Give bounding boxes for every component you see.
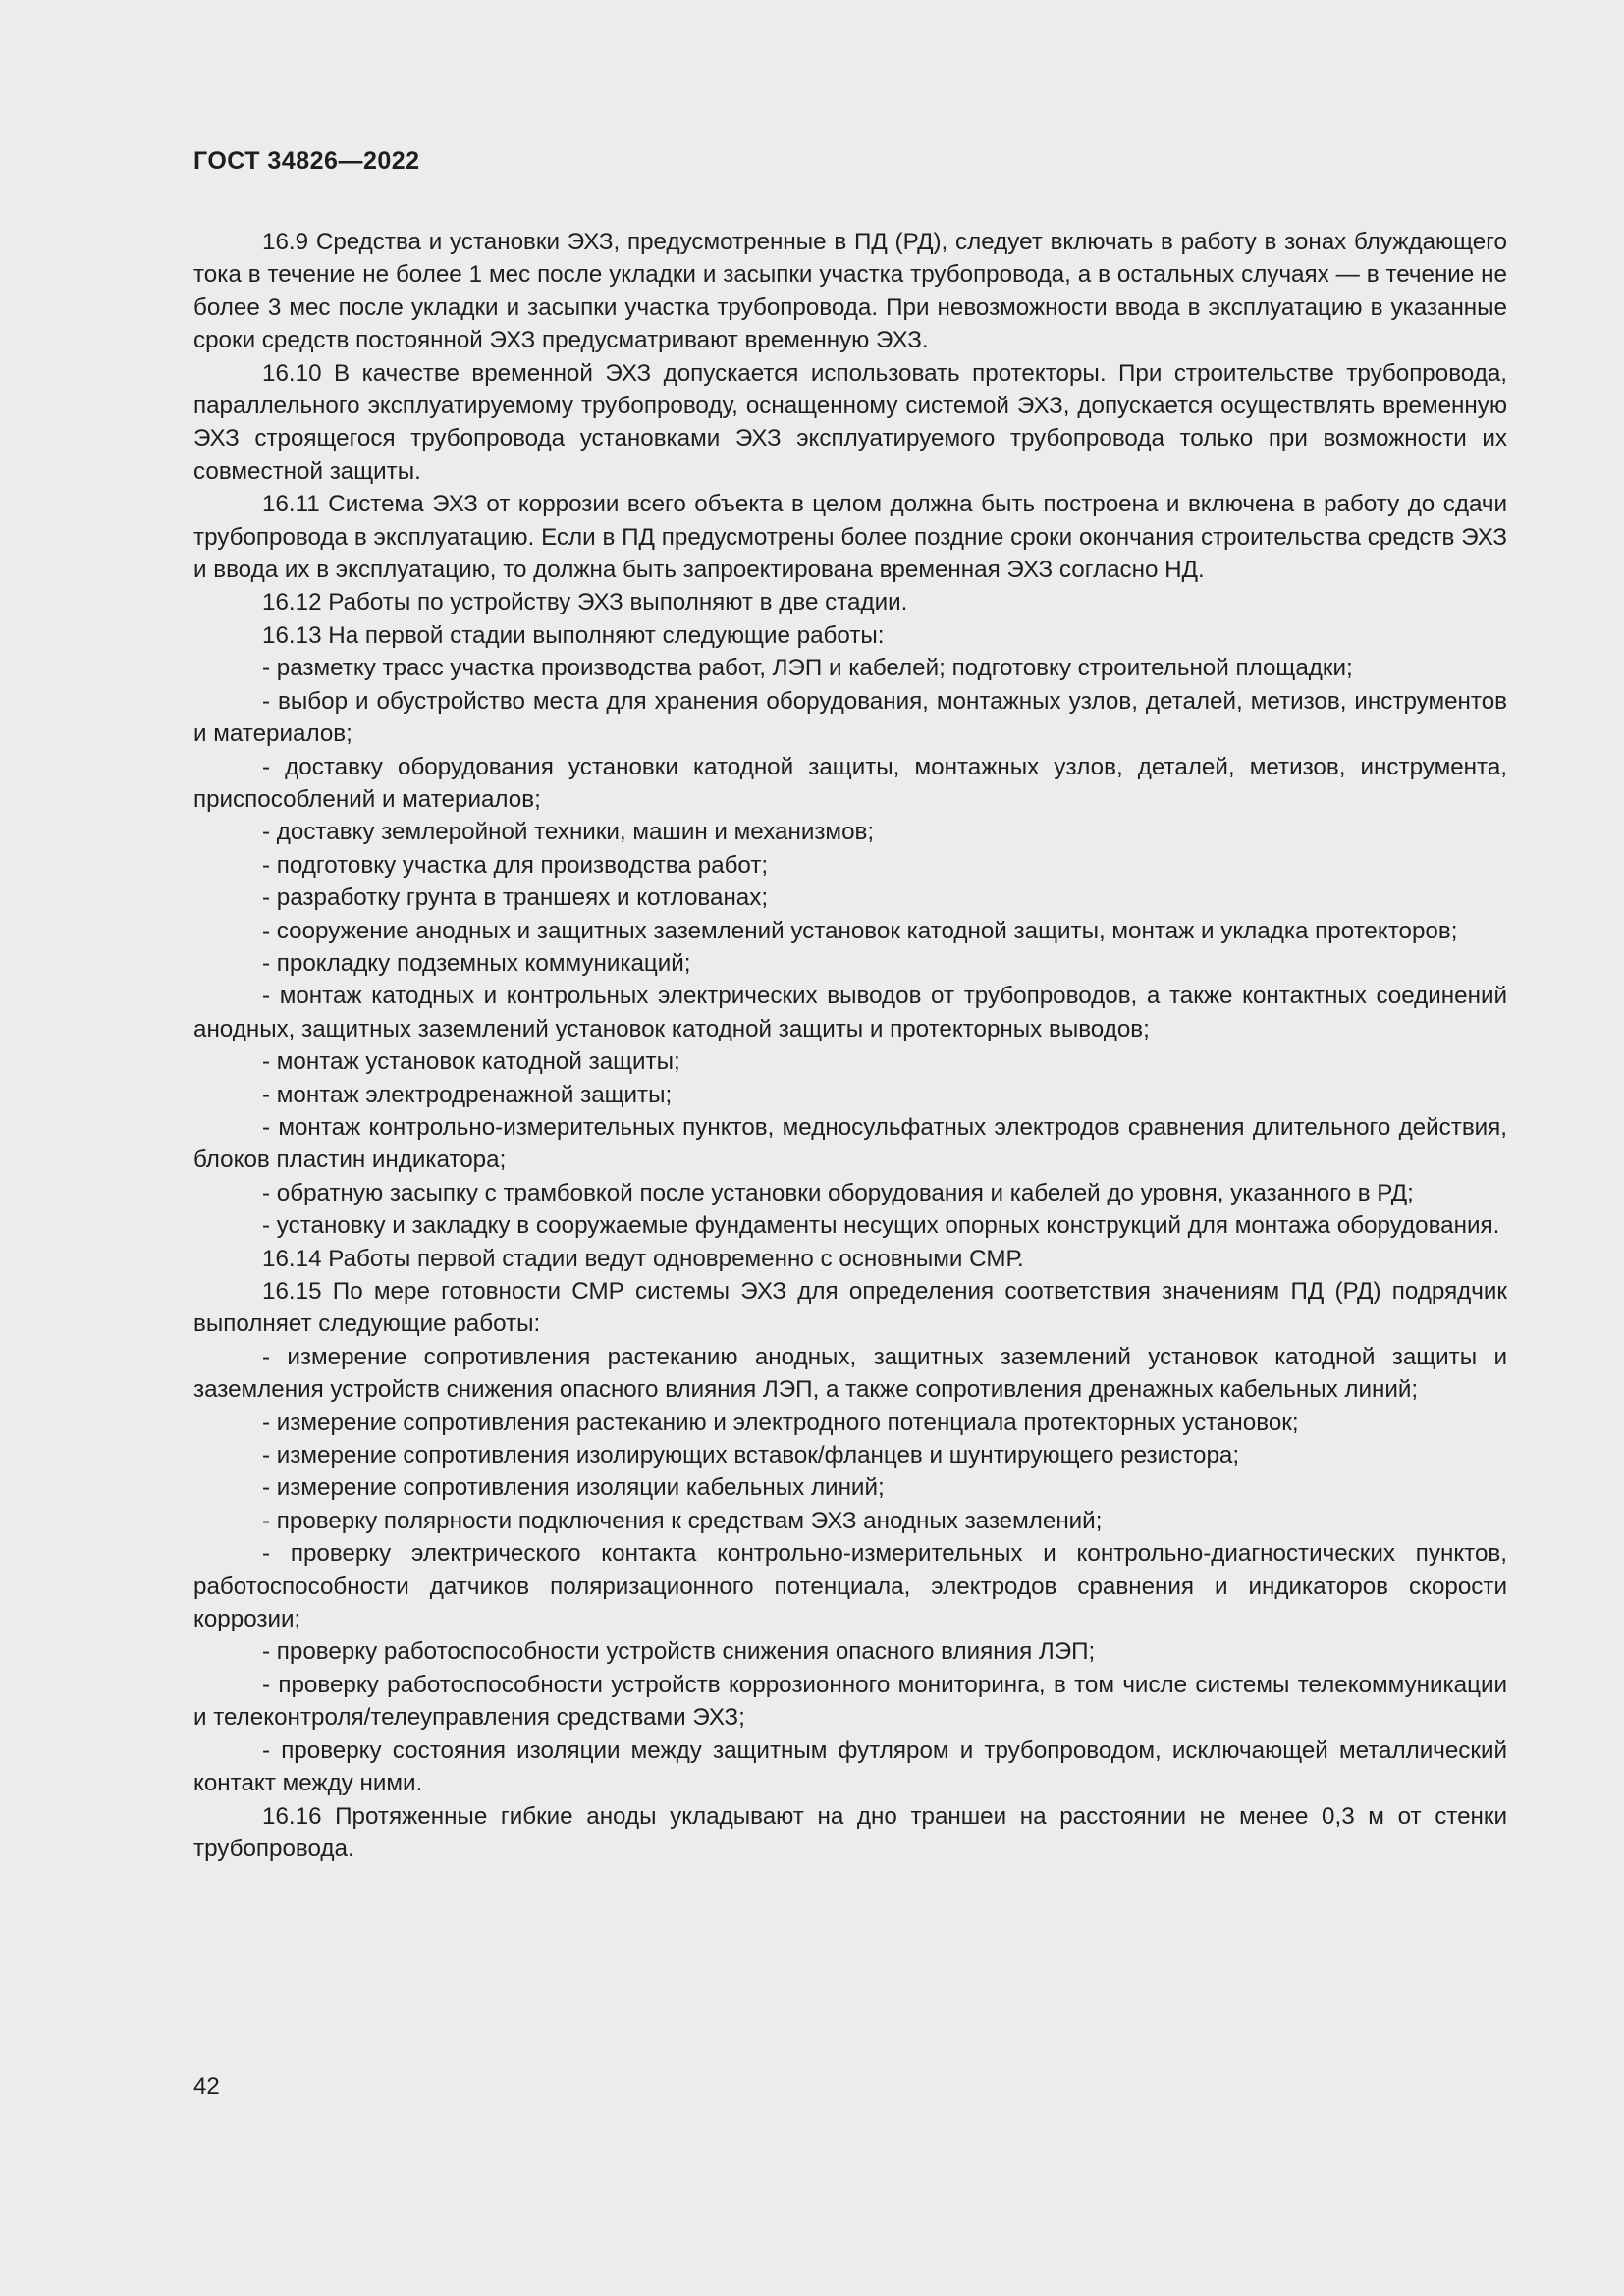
list-item: - измерение сопротивления изолирующих вставок/фланцев и шунтирующего резистора;	[262, 1442, 1240, 1469]
list-item: - прокладку подземных коммуникаций;	[262, 949, 691, 977]
paragraph-16-15: 16.15 По мере готовности СМР системы ЭХЗ для определения соответствия значениям ПД (РД) подрядчик выполняет следующие работы:	[193, 1278, 1507, 1338]
paragraph-16-10: 16.10 В качестве временной ЭХЗ допускается использовать протекторы. При строительстве трубопровода, параллельного эксплуатируемому трубопроводу, оснащенному системой ЭХЗ, допускается осуществлять временную ЭХЗ строящегося трубопровода установками ЭХЗ эксплуатируемого трубопровода только при возможности их совместной защиты.	[193, 359, 1507, 485]
list-item: - проверку работоспособности устройств коррозионного мониторинга, в том числе системы телекоммуникации и телеконтроля/телеуправления средствами ЭХЗ;	[193, 1671, 1507, 1732]
paragraph-16-9: 16.9 Средства и установки ЭХЗ, предусмотренные в ПД (РД), следует включать в работу в зонах блуждающего тока в течение не более 1 мес после укладки и засыпки участка трубопровода, а в остальных случаях — в течение не более 3 мес после укладки и засыпки участка трубопровода. При невозможности ввода в эксплуатацию в указанные сроки средств постоянной ЭХЗ предусматривают временную ЭХЗ.	[193, 229, 1507, 354]
document-body	[193, 226, 1507, 1865]
page-number: 42	[193, 2073, 220, 2100]
list-item: - проверку полярности подключения к средствам ЭХЗ анодных заземлений;	[262, 1507, 1103, 1534]
paragraph-16-11: 16.11 Система ЭХЗ от коррозии всего объекта в целом должна быть построена и включена в работу до сдачи трубопровода в эксплуатацию. Если в ПД предусмотрены более поздние сроки окончания строительства средств ЭХЗ и ввода их в эксплуатацию, то должна быть запроектирована временная ЭХЗ согласно НД.	[193, 491, 1507, 584]
list-item: - проверку работоспособности устройств снижения опасного влияния ЛЭП;	[262, 1638, 1096, 1666]
list-item: - монтаж установок катодной защиты;	[262, 1048, 680, 1076]
list-item: - монтаж катодных и контрольных электрических выводов от трубопроводов, а также контактных соединений анодных, защитных заземлений установок катодной защиты и протекторных выводов;	[193, 983, 1507, 1042]
list-item: - монтаж контрольно-измерительных пунктов, медносульфатных электродов сравнения длительного действия, блоков пластин индикатора;	[193, 1113, 1507, 1174]
list-item: - доставку землеройной техники, машин и механизмов;	[262, 819, 875, 846]
list-item: - доставку оборудования установки катодной защиты, монтажных узлов, деталей, метизов, инструмента, приспособлений и материалов;	[193, 753, 1507, 813]
document-code-header: ГОСТ 34826—2022	[193, 147, 420, 175]
list-item: - обратную засыпку с трамбовкой после установки оборудования и кабелей до уровня, указанного в РД;	[262, 1179, 1414, 1206]
list-item: - разработку грунта в траншеях и котлованах;	[262, 884, 769, 912]
list-item: - подготовку участка для производства работ;	[262, 851, 769, 879]
list-item: - монтаж электродренажной защиты;	[262, 1081, 673, 1108]
list-item: - установку и закладку в сооружаемые фундаменты несущих опорных конструкций для монтажа оборудования.	[262, 1212, 1500, 1240]
list-item: - разметку трасс участка производства работ, ЛЭП и кабелей; подготовку строительной площадки;	[262, 655, 1353, 682]
paragraph-16-16: 16.16 Протяженные гибкие аноды укладывают на дно траншеи на расстоянии не менее 0,3 м от стенки трубопровода.	[193, 1802, 1507, 1862]
list-item: - измерение сопротивления растеканию анодных, защитных заземлений установок катодной защиты и заземления устройств снижения опасного влияния ЛЭП, а также сопротивления дренажных кабельных линий;	[193, 1343, 1507, 1404]
list-item: - измерение сопротивления изоляции кабельных линий;	[262, 1474, 885, 1502]
list-item: - проверку состояния изоляции между защитным футляром и трубопроводом, исключающей металлический контакт между ними.	[193, 1736, 1507, 1797]
paragraph-16-13: 16.13 На первой стадии выполняют следующие работы:	[262, 621, 885, 649]
paragraph-16-14: 16.14 Работы первой стадии ведут одновременно с основными СМР.	[262, 1245, 1024, 1272]
list-item: - измерение сопротивления растеканию и электродного потенциала протекторных установок;	[262, 1409, 1299, 1436]
paragraph-16-12: 16.12 Работы по устройству ЭХЗ выполняют в две стадии.	[262, 589, 908, 616]
list-item: - выбор и обустройство места для хранения оборудования, монтажных узлов, деталей, метизов, инструментов и материалов;	[193, 687, 1507, 748]
list-item: - проверку электрического контакта контрольно-измерительных и контрольно-диагностических пунктов, работоспособности датчиков поляризационного потенциала, электродов сравнения и индикаторов скорости коррозии;	[193, 1540, 1507, 1633]
list-item: - сооружение анодных и защитных заземлений установок катодной защиты, монтаж и укладка протекторов;	[262, 917, 1458, 944]
